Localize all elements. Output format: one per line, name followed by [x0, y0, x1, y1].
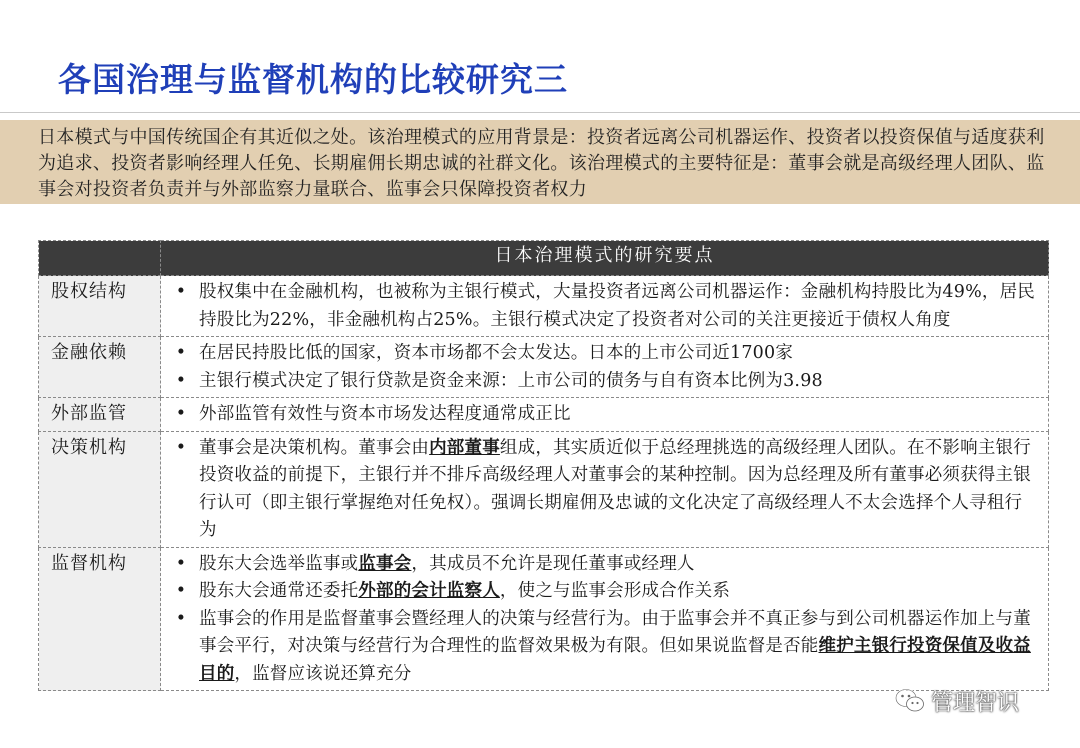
bullet-icon: •	[175, 404, 187, 424]
bullet-item	[171, 340, 1036, 368]
bullet-text-continued: ，其成员不允许是现任董事或经理人	[411, 553, 695, 574]
bullet-icon: •	[175, 370, 187, 391]
bullet-text: 主银行模式决定了银行贷款是资金来源：上市公司的债务与自有资本比例为3.98	[199, 370, 823, 391]
table-row	[39, 431, 1049, 547]
row-category: 决策机构	[39, 431, 161, 547]
row-category: 监督机构	[39, 547, 161, 691]
bullet-list	[171, 340, 1036, 395]
bullet-list	[171, 279, 1036, 334]
bullet-text-continued: ，监督应该说还算充分	[234, 663, 412, 684]
row-content	[161, 547, 1049, 691]
table-body	[39, 276, 1049, 691]
bullet-item	[171, 606, 1036, 689]
title-divider	[0, 112, 1080, 113]
emphasized-term: 外部的会计监察人	[358, 581, 500, 601]
table-header-blank	[39, 241, 161, 276]
bullet-item	[171, 551, 1036, 579]
bullet-item	[171, 401, 1036, 429]
wechat-icon	[895, 688, 925, 714]
bullet-text-continued: ，使之与监事会形成合作关系	[499, 581, 731, 601]
page-title: 各国治理与监督机构的比较研究三	[58, 60, 568, 99]
bullet-item	[171, 578, 1036, 606]
row-content	[161, 398, 1049, 432]
row-content	[161, 276, 1049, 337]
row-content	[161, 337, 1049, 398]
bullet-item	[171, 435, 1036, 545]
row-content	[161, 431, 1049, 547]
bullet-text: 董事会是决策机构。董事会由	[199, 437, 430, 458]
table-header: 日本治理模式的研究要点	[161, 241, 1049, 276]
bullet-list	[171, 551, 1036, 689]
bullet-icon: •	[175, 282, 187, 302]
table-header-row	[39, 241, 1049, 276]
row-category: 股权结构	[39, 276, 161, 337]
bullet-list	[171, 435, 1036, 545]
bullet-icon: •	[175, 581, 187, 601]
bullet-list	[171, 401, 1036, 429]
bullet-icon: •	[175, 343, 187, 363]
bullet-icon: •	[175, 608, 187, 629]
row-category: 金融依赖	[39, 337, 161, 398]
bullet-text: 股权集中在金融机构，也被称为主银行模式，大量投资者远离公司机器运作：金融机构持股比为49%，居民持股比为22%，非金融机构占25%。主银行模式决定了投资者对公司的关注更接近于债权人角度	[199, 282, 1035, 330]
watermark	[895, 686, 1019, 716]
bullet-item	[171, 279, 1036, 334]
emphasized-term: 内部董事	[429, 437, 500, 458]
bullet-icon: •	[175, 437, 187, 458]
bullet-text: 监事会的作用是监督董事会暨经理人的决策与经营行为。由于监事会并不真正参与到公司机器运作加上与董事会平行，对决策与经营行为合理性的监督效果极为有限。但如果说监督是否能	[199, 608, 1031, 656]
bullet-icon: •	[175, 553, 187, 574]
table-row	[39, 276, 1049, 337]
bullet-item	[171, 368, 1036, 396]
bullet-text: 股东大会选举监事或	[199, 553, 359, 574]
table-row	[39, 337, 1049, 398]
table-row	[39, 398, 1049, 432]
bullet-text: 在居民持股比低的国家，资本市场都不会太发达。日本的上市公司近1700家	[199, 343, 794, 363]
research-table	[38, 240, 1049, 691]
bullet-text-continued: 组成，其实质近似于总经理挑选的高级经理人团队。在不影响主银行投资收益的前提下，主银行并不排斥高级经理人对董事会的某种控制。因为总经理及所有董事必须获得主银行认可（即主银行掌握绝对任免权）。强调长期雇佣及忠诚的文化决定了高级经理人不太会选择个人寻租行为	[199, 437, 1031, 540]
bullet-text: 股东大会通常还委托	[199, 581, 359, 601]
table-row	[39, 547, 1049, 691]
row-category: 外部监管	[39, 398, 161, 432]
watermark-text: 管理智识	[931, 690, 1020, 716]
emphasized-term: 维护主银行投资保值及收益目的	[199, 636, 1031, 684]
emphasized-term: 监事会	[358, 553, 412, 574]
intro-paragraph: 日本模式与中国传统国企有其近似之处。该治理模式的应用背景是：投资者远离公司机器运作、投资者以投资保值与适度获利为追求、投资者影响经理人任免、长期雇佣长期忠诚的社群文化。该治理模式的主要特征是：董事会就是高级经理人团队、监事会对投资者负责并与外部监察力量联合、监事会只保障投资者权力	[0, 120, 1080, 204]
bullet-text: 外部监管有效性与资本市场发达程度通常成正比	[199, 404, 571, 424]
